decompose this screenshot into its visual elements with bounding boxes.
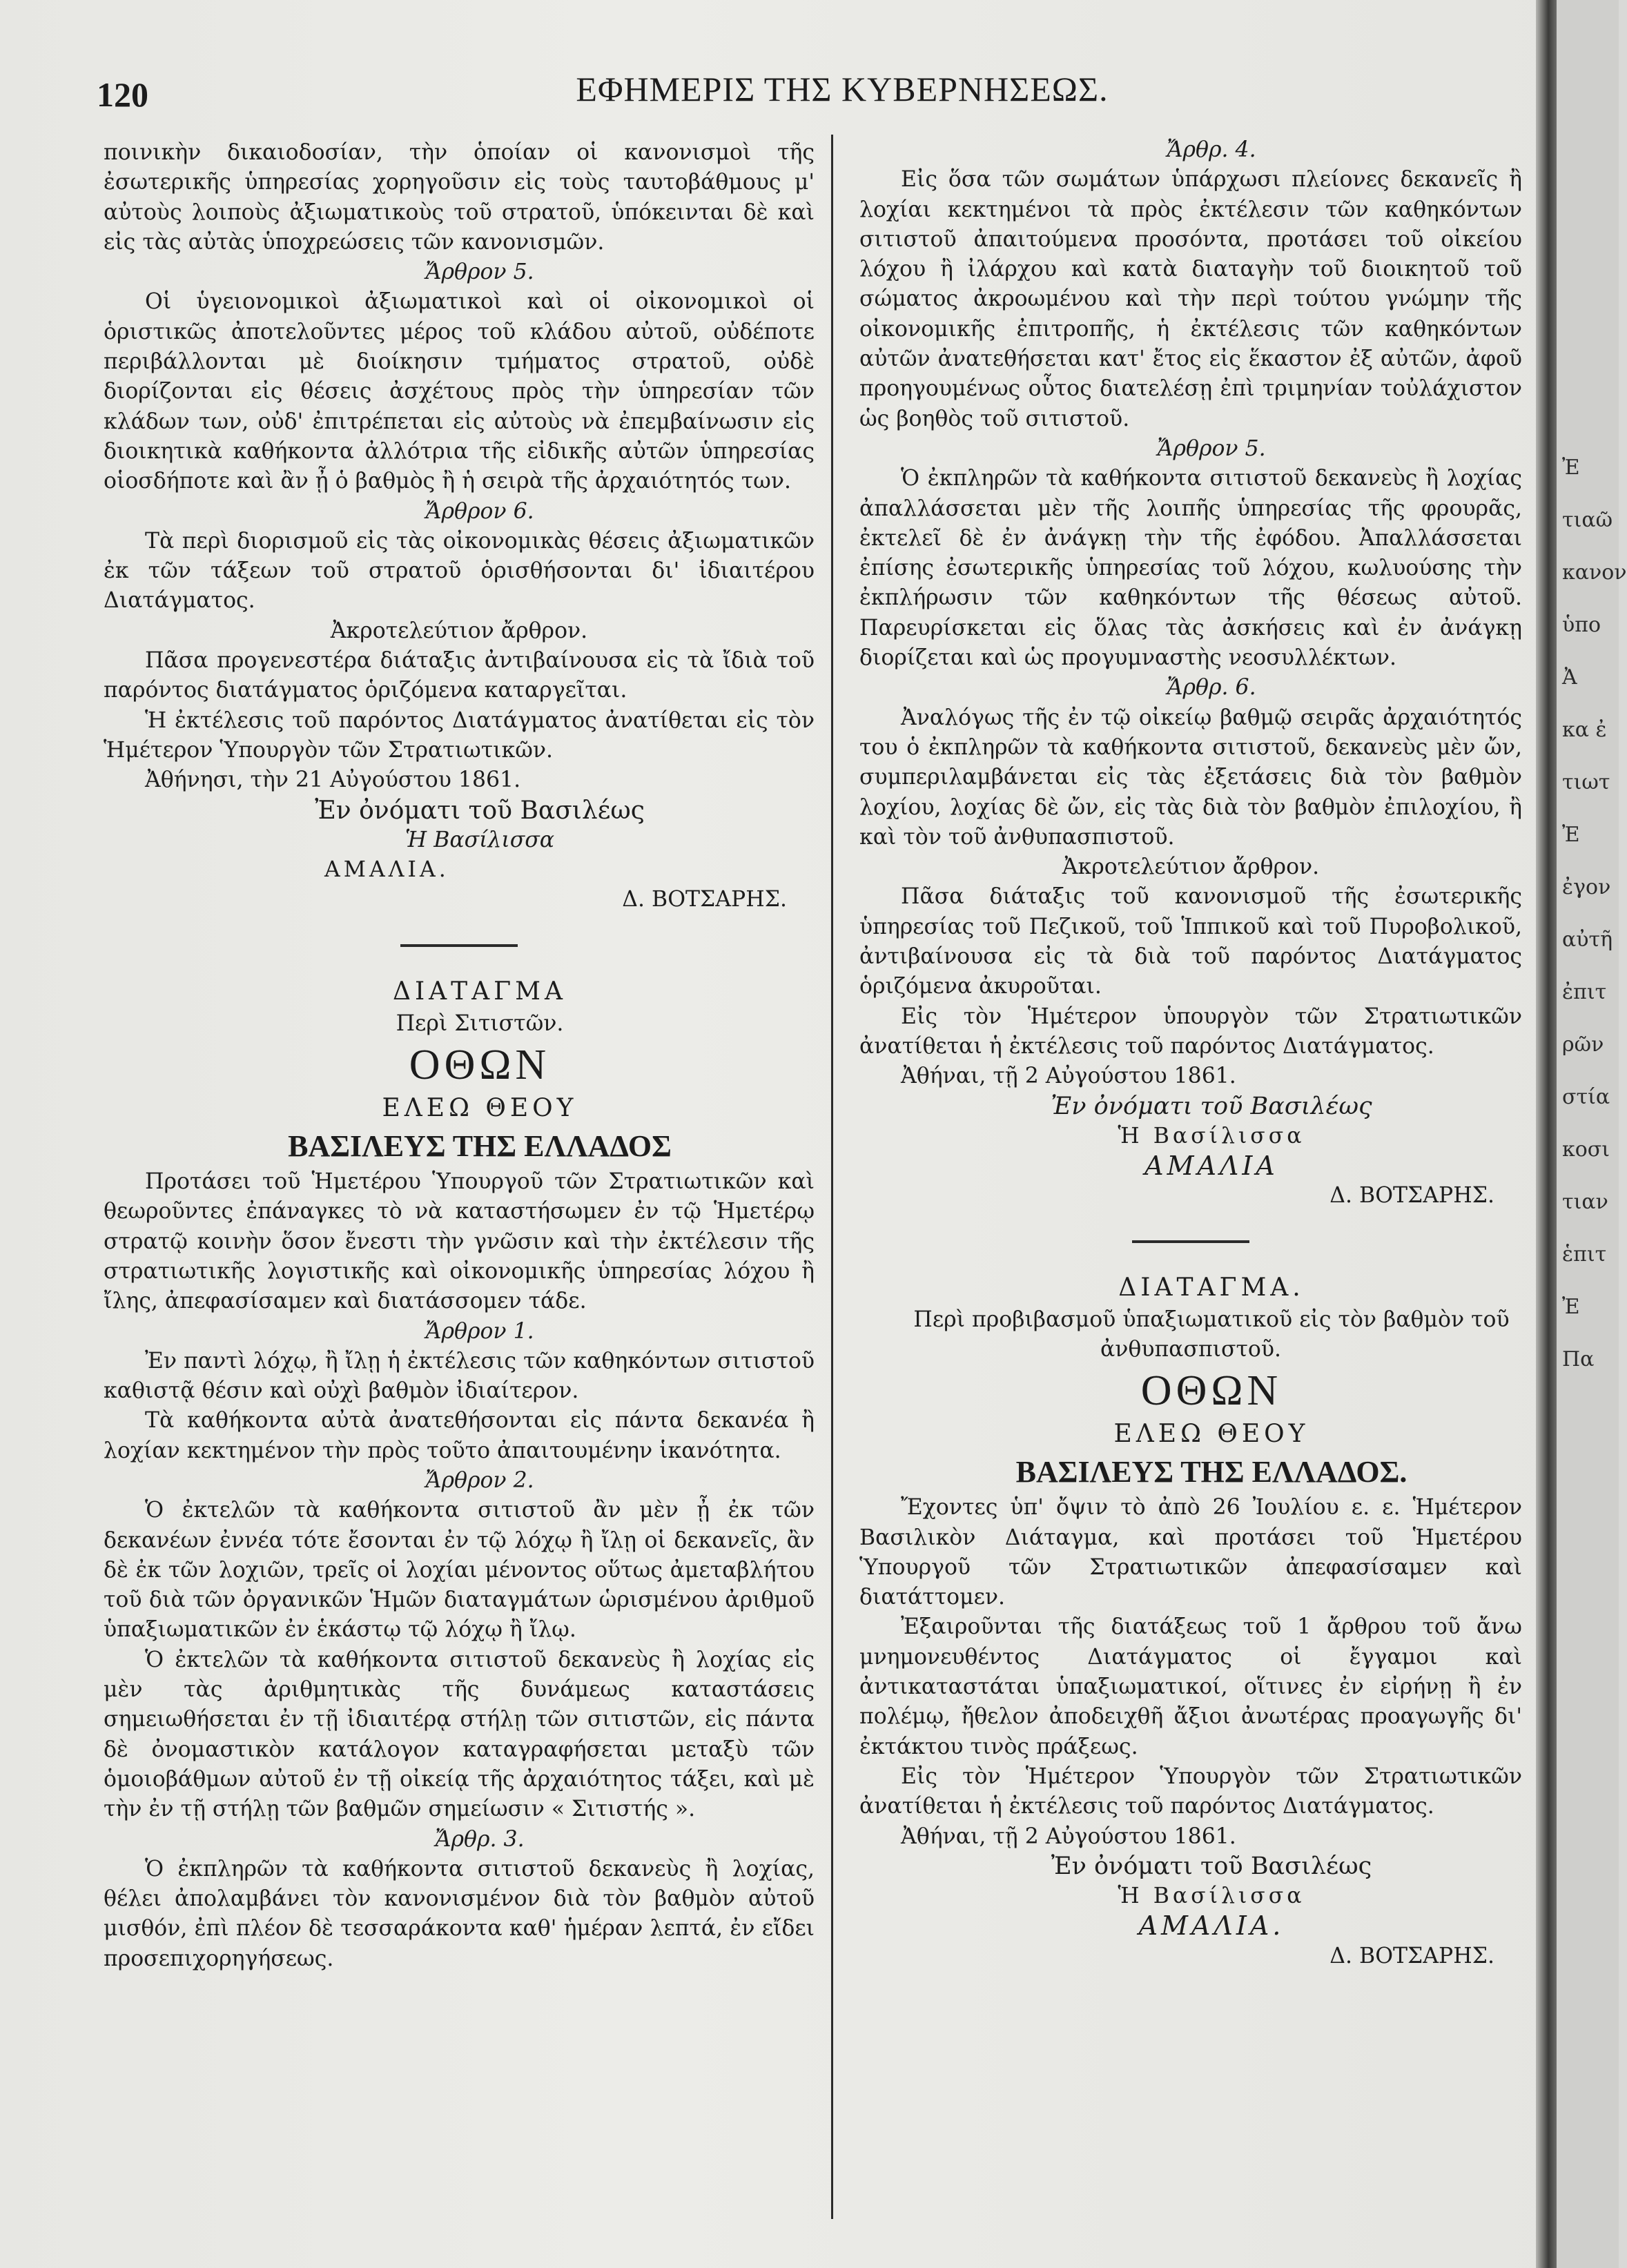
decree-subject: Περὶ προβιβασμοῦ ὑπαξιωματικοῦ εἰς τὸν βαθμὸν τοῦ ἀνθυπασπιστοῦ. [913,1307,1510,1362]
paragraph: Ἐν παντὶ λόχῳ, ἢ ἴλῃ ἡ ἐκτέλεσις τῶν καθηκόντων σιτιστοῦ καθιστᾷ θέσιν καὶ οὐχὶ βαθμὸν ἰδιαίτερον. [104,1348,815,1404]
paragraph: Εἰς τὸν Ἡμέτερον Ὑπουργὸν τῶν Στρατιωτικῶν ἀνατίθεται ἡ ἐκτέλεσις τοῦ παρόντος Διατάγματος. [859,1763,1522,1819]
edge-text-fragment: Ἐ [1562,823,1580,847]
edge-text-fragment: κανον [1562,560,1627,585]
by-grace-of-god: ΕΛΕΩ ΘΕΟΥ [382,1094,578,1123]
in-name-line: Ἐν ὀνόματι τοῦ Βασιλέως [1051,1092,1372,1120]
adjacent-page-edge [1557,0,1627,2268]
edge-text-fragment: ὑπο [1562,613,1601,637]
paragraph: Ἐξαιροῦνται τῆς διατάξεως τοῦ 1 ἄρθρου τοῦ ἄνω μνημονευθέντος Διατάγματος οἱ ἔγγαμοι καὶ ἀντικαταστάται ὑπαξιωματικοί, οἵτινες ἐν εἰρήνῃ ἢ ἐν πολέμῳ, ἤθελον ἀποδειχθῆ ἄξιοι ἀνωτέρας προαγωγῆς δι' ἐκτάκτου τινὸς πράξεως. [859,1614,1522,1759]
section-divider [1132,1240,1249,1243]
edge-text-fragment: κοσι [1562,1137,1610,1162]
by-grace-of-god: ΕΛΕΩ ΘΕΟΥ [1113,1420,1309,1449]
edge-text-fragment: Ἐ [1562,456,1580,480]
page-number: 120 [97,75,148,114]
paragraph: Ἔχοντες ὑπ' ὄψιν τὸ ἀπὸ 26 Ἰουλίου ε. ε. Ἡμέτερον Βασιλικὸν Διάταγμα, καὶ προτάσει τοῦ Ἡμετέρου Ὑπουργοῦ τῶν Στρατιωτικῶν ἀπεφασίσαμεν καὶ διατάττομεν. [859,1495,1522,1610]
edge-text-fragment: Πα [1562,1347,1595,1371]
running-head-title: ΕΦΗΜΕΡΙΣ ΤΗΣ ΚΥΒΕΡΝΗΣΕΩΣ. [576,70,1109,108]
paragraph: ποινικὴν δικαιοδοσίαν, τὴν ὁποίαν οἱ κανονισμοὶ τῆς ἐσωτερικῆς ὑπηρεσίας χορηγοῦσιν εἰς τοὺς ταυτοβάθμους μ' αὐτοὺς λοιποὺς ἀξιωματικοὺς τοῦ στρατοῦ, ὑπόκεινται δὲ καὶ εἰς τὰς αὐτὰς ὑποχρεώσεις τῶν κανονισμῶν. [104,140,815,255]
decree-title: ΔΙΑΤΑΓΜΑ. [1118,1273,1305,1302]
article-heading: Ἄρθρ. 3. [435,1826,525,1852]
king-of-greece: ΒΑΣΙΛΕΥΣ ΤΗΣ ΕΛΛΑΔΟΣ. [1015,1455,1407,1489]
king-name: ΟΘΩΝ [409,1042,551,1089]
section-divider [400,944,518,947]
minister-signature: Δ. ΒΟΤΣΑΡΗΣ. [1329,1183,1494,1209]
paragraph: Τὰ περὶ διορισμοῦ εἰς τὰς οἰκονομικὰς θέσεις ἀξιωματικῶν ἐκ τῶν τάξεων τοῦ στρατοῦ ὁρισθήσονται δι' ἰδιαιτέρου Διατάγματος. [104,528,815,614]
date-line: Ἀθήναι, τῇ 2 Αὐγούστου 1861. [901,1064,1236,1089]
edge-text-fragment: ρῶν [1562,1033,1604,1057]
king-of-greece: ΒΑΣΙΛΕΥΣ ΤΗΣ ΕΛΛΑΔΟΣ [288,1129,672,1164]
edge-text-fragment: Ἀ [1562,665,1577,690]
queen-signature: ΑΜΑΛΙΑ [1144,1151,1278,1182]
edge-text-fragment: στία [1562,1085,1610,1109]
book-spine [1536,0,1557,2268]
right-column [859,135,1522,1971]
paragraph: Πᾶσα προγενεστέρα διάταξις ἀντιβαίνουσα εἰς τὰ ἴδιὰ τοῦ παρόντος διατάγματος ὁριζόμενα καταργεῖται. [104,648,815,703]
paragraph: Πᾶσα διάταξις τοῦ κανονισμοῦ τῆς ἐσωτερικῆς ὑπηρεσίας τοῦ Πεζικοῦ, τοῦ Ἱππικοῦ καὶ τοῦ Πυροβολικοῦ, ἀντιβαίνουσα εἰς τὰ διὰ τοῦ παρόντος Διατάγματος ὁριζόμενα ἀκυροῦται. [859,884,1522,999]
queen-title: Ἡ Βασίλισσα [1118,1123,1305,1148]
article-heading: Ἄρθρ. 6. [1167,675,1256,701]
final-article-heading: Ἀκροτελεύτιον ἄρθρον. [330,618,588,643]
queen-title: Ἡ Βασίλισσα [1118,1884,1305,1909]
paragraph: Ὁ ἐκτελῶν τὰ καθήκοντα σιτιστοῦ ἂν μὲν ᾖ ἐκ τῶν δεκανέων ἐννέα τότε ἔσονται ἐν τῷ λόχῳ ἢ ἴλῃ οἱ δεκανεῖς, ἂν δὲ ἐκ τῶν λοχιῶν, τρεῖς οἱ λοχίαι μένοντος οὕτως ἀμεταβλήτου τοῦ διὰ τῶν ὀργανικῶν Ἡμῶν διαταγμάτων ὡρισμένου ἀριθμοῦ ὑπαξιωματικῶν ἐν ἑκάστῳ τῷ λόχῳ ἢ ἴλῳ. [104,1498,815,1643]
edge-text-fragment: τιαν [1562,1190,1608,1214]
in-name-line: Ἐν ὀνόματι τοῦ Βασιλέως [315,796,645,825]
paragraph: Ὁ ἐκπληρῶν τὰ καθήκοντα σιτιστοῦ δεκανεὺς ἢ λοχίας ἀπαλλάσσεται μὲν τῆς λοιπῆς ὑπηρεσίας τῆς φρουρᾶς, ἐκτελεῖ δὲ ἐν ἀνάγκῃ τὴν τῆς ἐφόδου. Ἀπαλλάσσεται ἐπίσης ἐσωτερικῆς ὑπηρεσίας τοῦ λόχου, κωλυούσης τὴν ἐκπλήρωσιν τῶν καθηκόντων τῆς θέσεως αὐτοῦ. Παρευρίσκεται εἰς ὅλας τὰς ἀσκήσεις καὶ ἐν ἀνάγκῃ διορίζεται καὶ ὡς προγυμναστὴς νεοσυλλέκτων. [859,466,1522,671]
edge-text-fragment: ἐγον [1562,875,1611,899]
paragraph: Οἱ ὑγειονομικοὶ ἀξιωματικοὶ καὶ οἱ οἰκονομικοὶ οἱ ὁριστικῶς ἀποτελοῦντες μέρος τοῦ κλάδου αὐτοῦ, οὐδέποτε περιβάλλονται μὲ διοίκησιν τμήματος στρατοῦ, οὐδὲ διορίζονται εἰς θέσεις ἀσχέτους πρὸς τὴν ὑπηρεσίαν τῶν κλάδων των, οὐδ' ἐπιτρέπεται εἰς αὐτοὺς νὰ ἐπεμβαίνωσιν εἰς διοικητικὰ καθήκοντα ἀλλότρια τῆς εἰδικῆς αὐτῶν ὑπηρεσίας οἱοσδήποτε καὶ ἂν ᾖ ὁ βαθμὸς ἢ ἡ σειρὰ τῆς ἀρχαιότητός των. [104,289,815,494]
queen-title: Ἡ Βασίλισσα [405,827,555,852]
queen-signature: ΑΜΑΛΙΑ. [324,857,449,883]
edge-text-fragment: τιωτ [1562,770,1610,794]
edge-text-fragment: ἑπιτ [1562,1242,1607,1267]
paragraph: Τὰ καθήκοντα αὐτὰ ἀνατεθήσονται εἰς πάντα δεκανέα ἢ λοχίαν κεκτημένον τὴν πρὸς τοῦτο ἀπαιτουμένην ἱκανότητα. [104,1408,815,1463]
final-article-heading: Ἀκροτελεύτιον ἄρθρον. [1062,854,1320,880]
king-name: ΟΘΩΝ [1140,1367,1283,1415]
article-heading: Ἄρθρον 5. [1157,436,1266,461]
article-heading: Ἄρθρον 2. [425,1467,534,1493]
paragraph: Ὁ ἐκτελῶν τὰ καθήκοντα σιτιστοῦ δεκανεὺς ἢ λοχίας εἰς μὲν τὰς ἀριθμητικὰς τῆς δυνάμεως καταστάσεις σημειωθήσεται ἐν τῇ ἰδιαιτέρᾳ στήλῃ τῶν σιτιστῶν, εἰς πάντα δὲ ὀνομαστικὸν κατάλογον καταγραφήσεται μεταξὺ τῶν ὁμοιοβάθμων αὐτοῦ ἐν τῇ οἰκείᾳ τῆς ἀρχαιότητος τάξει, καὶ μὲ τὴν ἐν τῇ στήλῃ τῶν βαθμῶν σημείωσιν « Σιτιστής ». [104,1647,815,1822]
decree-title: ΔΙΑΤΑΓΜΑ [392,977,567,1006]
article-heading: Ἄρθρον 5. [425,260,534,285]
edge-text-fragment: τιαῶ [1562,508,1613,532]
edge-text-fragment: κα ἐ [1562,718,1607,742]
date-line: Ἀθήνησι, τὴν 21 Αὐγούστου 1861. [145,768,521,793]
edge-text-fragment: Ἐ [1562,1295,1580,1319]
article-heading: Ἄρθρον 6. [425,498,534,524]
left-column [104,138,815,1974]
paragraph: Ἡ ἐκτέλεσις τοῦ παρόντος Διατάγματος ἀνατίθεται εἰς τὸν Ἡμέτερον Ὑπουργὸν τῶν Στρατιωτικῶν. [104,707,815,763]
preamble: Προτάσει τοῦ Ἡμετέρου Ὑπουργοῦ τῶν Στρατιωτικῶν καὶ θεωροῦντες ἐπάναγκες τὸ νὰ καταστήσωμεν ἐν τῷ Ἡμετέρῳ στρατῷ κοινὴν ὅσον ἔνεστι τὴν γνῶσιν καὶ τὴν ἐκτέλεσιν τῆς στρατιωτικῆς λογιστικῆς καὶ οἰκονομικῆς ὑπηρεσίας λόχου ἢ ἴλης, ἀπεφασίσαμεν καὶ διατάσσομεν τάδε. [104,1169,815,1314]
minister-signature: Δ. ΒΟΤΣΑΡΗΣ. [1329,1943,1494,1968]
decree-subject: Περὶ Σιτιστῶν. [396,1010,564,1036]
article-heading: Ἄρθρ. 4. [1167,137,1256,162]
minister-signature: Δ. ΒΟΤΣΑΡΗΣ. [622,887,787,912]
paragraph: Ὁ ἐκπληρῶν τὰ καθήκοντα σιτιστοῦ δεκανεὺς ἢ λοχίας, θέλει ἀπολαμβάνει τὸν κανονισμένον διὰ τὸν βαθμὸν αὐτοῦ μισθόν, ἐπὶ πλέον δὲ τεσσαράκοντα καθ' ἡμέραν λεπτά, ἐν εἴδει προσεπιχορηγήσεως. [104,1856,815,1971]
paragraph: Ἀναλόγως τῆς ἐν τῷ οἰκείῳ βαθμῷ σειρᾶς ἀρχαιότητός του ὁ ἐκπληρῶν τὰ καθήκοντα σιτιστοῦ, δεκανεὺς μὲν ὤν, συμπεριλαμβάνεται εἰς τὰς ἐξετάσεις διὰ τὸν βαθμὸν λοχίου, λοχίας δὲ ὤν, εἰς τὰς διὰ τὸν βαθμὸν ἐπιλοχίου, ἢ καὶ τὸν τοῦ ἀνθυπασπιστοῦ. [859,705,1522,850]
edge-text-fragment: ἐπιτ [1562,980,1607,1004]
date-line: Ἀθήναι, τῇ 2 Αὐγούστου 1861. [901,1824,1236,1849]
column-rule [831,135,833,2219]
article-heading: Ἄρθρον 1. [425,1318,534,1344]
queen-signature: ΑΜΑΛΙΑ. [1138,1910,1285,1942]
paragraph: Εἰς τὸν Ἡμέτερον ὑπουργὸν τῶν Στρατιωτικῶν ἀνατίθεται ἡ ἐκτέλεσις τοῦ παρόντος Διατάγματος. [859,1004,1522,1059]
paragraph: Εἰς ὅσα τῶν σωμάτων ὑπάρχωσι πλείονες δεκανεῖς ἢ λοχίαι κεκτημένοι τὰ πρὸς ἐκτέλεσιν τῶν καθηκόντων σιτιστοῦ ἀπαιτούμενα προσόντα, προτάσει τοῦ οἰκείου λόχου ἢ ἰλάρχου καὶ κατὰ διαταγὴν τοῦ διοικητοῦ τοῦ σώματος ἀκροωμένου καὶ τὴν περὶ τούτου γνώμην τῆς οἰκονομικῆς ἐπιτροπῆς, ἡ ἐκτέλεσις τῶν καθηκόντων αὐτῶν ἀνατεθήσεται κατ' ἔτος εἰς ἕκαστον ἐξ αὐτῶν, ἀφοῦ προηγουμένως οὗτος διατελέσῃ ἐπὶ τριμηνίαν τοὐλάχιστον ὡς βοηθὸς τοῦ σιτιστοῦ. [859,167,1522,431]
edge-text-fragment: αὐτῆ [1562,928,1613,952]
in-name-line: Ἐν ὀνόματι τοῦ Βασιλέως [1051,1852,1372,1880]
